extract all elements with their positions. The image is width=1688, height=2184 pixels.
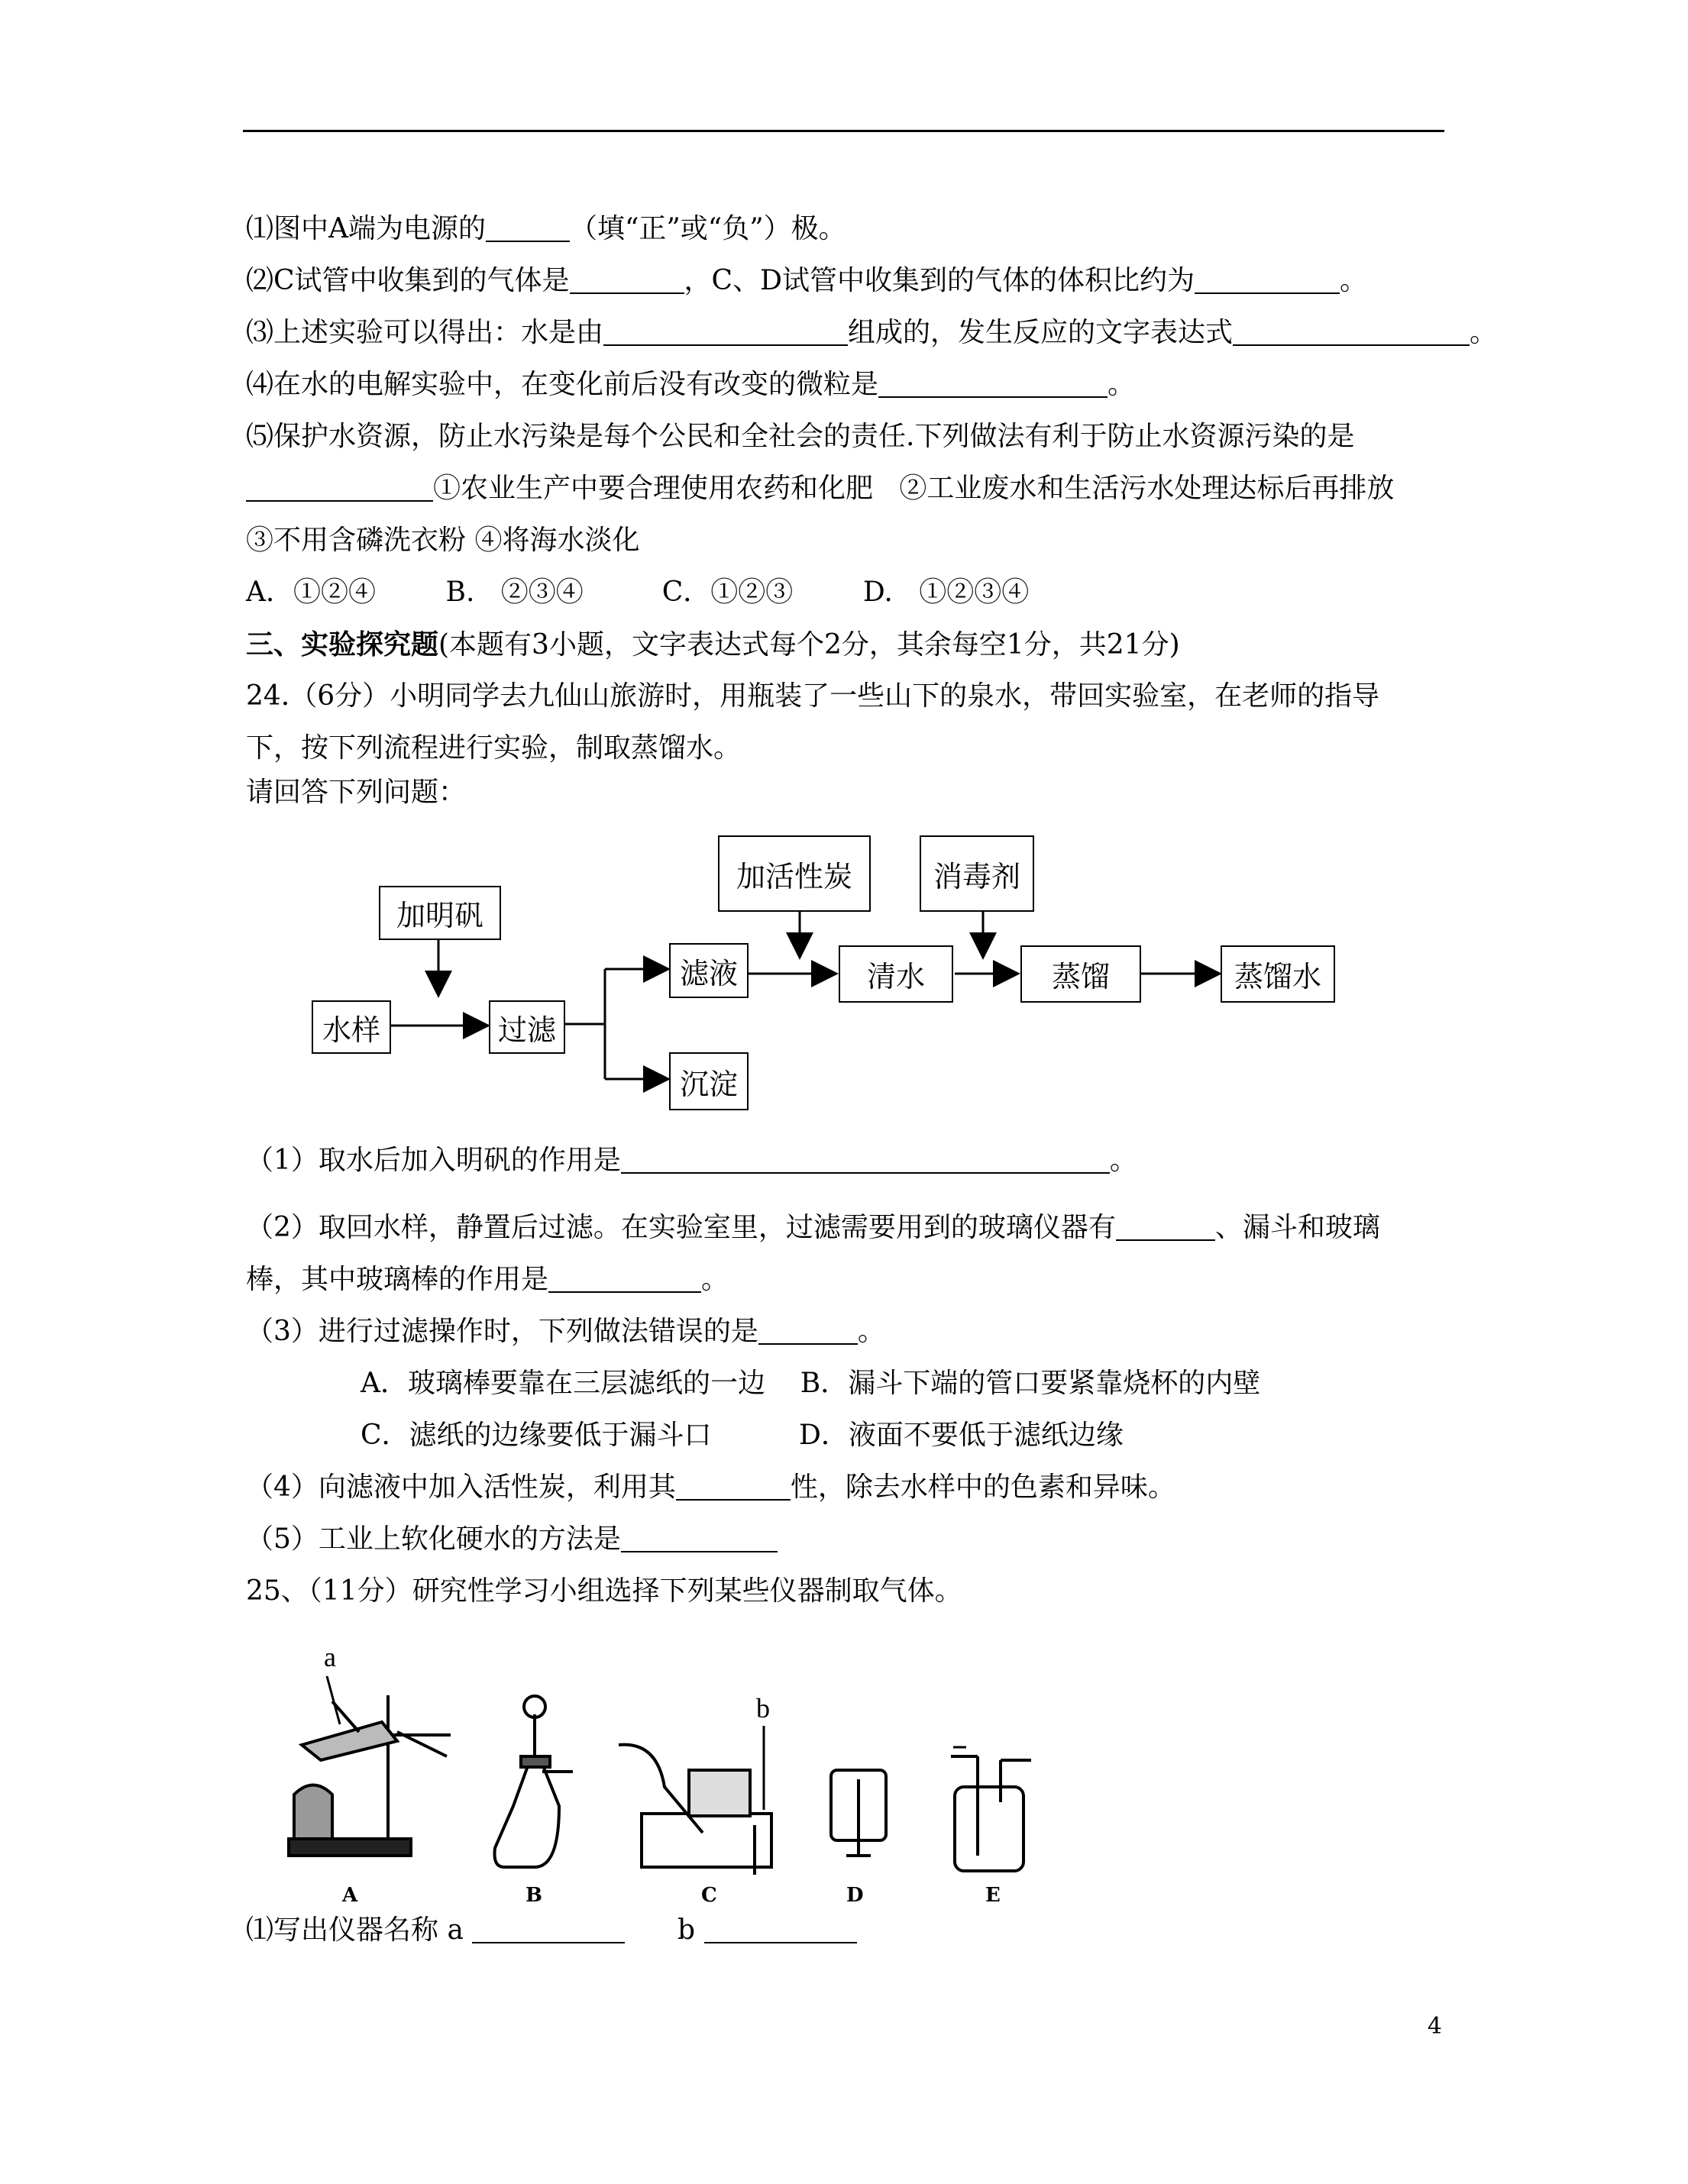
q23-part1: ⑴图中A端为电源的 （填“正”或“负”）极。	[246, 213, 846, 244]
apparatus-label-d: D	[846, 1884, 864, 1907]
flow-box-disinfect: 消毒剂	[920, 835, 1034, 912]
q23-choices: A．①②④ B. ②③④ C．①②③ D. ①②③④	[246, 577, 1030, 608]
flow-box-filter: 过滤	[489, 1000, 565, 1054]
answer-blank[interactable]	[472, 1916, 625, 1943]
apparatus-label-b: B	[525, 1884, 542, 1907]
flow-box-distilled: 蒸馏水	[1221, 945, 1335, 1003]
flow-box-alum: 加明矾	[379, 886, 501, 940]
flow-box-precipitate: 沉淀	[669, 1052, 749, 1110]
answer-blank[interactable]	[704, 1916, 857, 1943]
q24-sub3: （3）进行过滤操作时，下列做法错误的是 。	[246, 1316, 885, 1347]
apparatus-label-e: E	[985, 1884, 1001, 1907]
q24-sub4: （4）向滤液中加入活性炭，利用其 性，除去水样中的色素和异味。	[246, 1472, 1175, 1503]
q24-intro: 24.（6分）小明同学去九仙山旅游时，用瓶装了一些山下的泉水，带回实验室，在老师的指导	[246, 680, 1380, 712]
q23-part5-options2: ③不用含磷洗衣粉 ④将海水淡化	[246, 525, 640, 556]
label-a: a	[324, 1642, 336, 1672]
flow-box-carbon: 加活性炭	[718, 835, 871, 912]
apparatus-label-a: A	[342, 1884, 358, 1907]
q24-intro-cont: 下，按下列流程进行实验，制取蒸馏水。	[246, 732, 742, 764]
q24-sub5: （5）工业上软化硬水的方法是	[246, 1523, 778, 1556]
q24-sub2: （2）取回水样，静置后过滤。在实验室里，过滤需要用到的玻璃仪器有 、漏斗和玻璃	[246, 1212, 1380, 1243]
section-heading: 三、实验探究题(本题有3小题，文字表达式每个2分，其余每空1分，共21分)	[246, 628, 1180, 661]
flow-box-distill: 蒸馏	[1020, 945, 1141, 1003]
q24-options-ab: A．玻璃棒要靠在三层滤纸的一边 B．漏斗下端的管口要紧靠烧杯的内壁	[361, 1368, 1261, 1399]
flow-box-clear: 清水	[839, 945, 953, 1003]
q23-part2: ⑵C试管中收集到的气体是 ，C、D试管中收集到的气体的体积比约为 。	[246, 265, 1367, 296]
q23-part3: ⑶上述实验可以得出：水是由 组成的，发生反应的文字表达式 。	[246, 317, 1498, 348]
q24-prompt: 请回答下列问题：	[246, 777, 467, 808]
q23-part4: ⑷在水的电解实验中，在变化前后没有改变的微粒是 。	[246, 369, 1136, 400]
label-b: b	[756, 1693, 770, 1724]
q24-sub1: （1）取水后加入明矾的作用是 。	[246, 1145, 1137, 1176]
q25-intro: 25、（11分）研究性学习小组选择下列某些仪器制取气体。	[246, 1575, 962, 1607]
q23-part5: ⑸保护水资源，防止水污染是每个公民和全社会的责任.下列做法有利于防止水资源污染的是	[246, 421, 1355, 452]
apparatus-label-c: C	[701, 1884, 717, 1907]
flow-box-sample: 水样	[312, 1000, 391, 1054]
flow-box-filtrate: 滤液	[669, 943, 749, 998]
q23-part5-options: ①农业生产中要合理使用农药和化肥 ②工业废水和生活污水处理达标后再排放	[246, 472, 1394, 506]
q24-options-cd: C．滤纸的边缘要低于漏斗口 D．液面不要低于滤纸边缘	[361, 1420, 1124, 1451]
q25-sub1: ⑴写出仪器名称 a b	[246, 1914, 857, 1947]
page-number: 4	[1427, 2013, 1442, 2040]
q24-sub2-cont: 棒，其中玻璃棒的作用是 。	[246, 1264, 729, 1295]
